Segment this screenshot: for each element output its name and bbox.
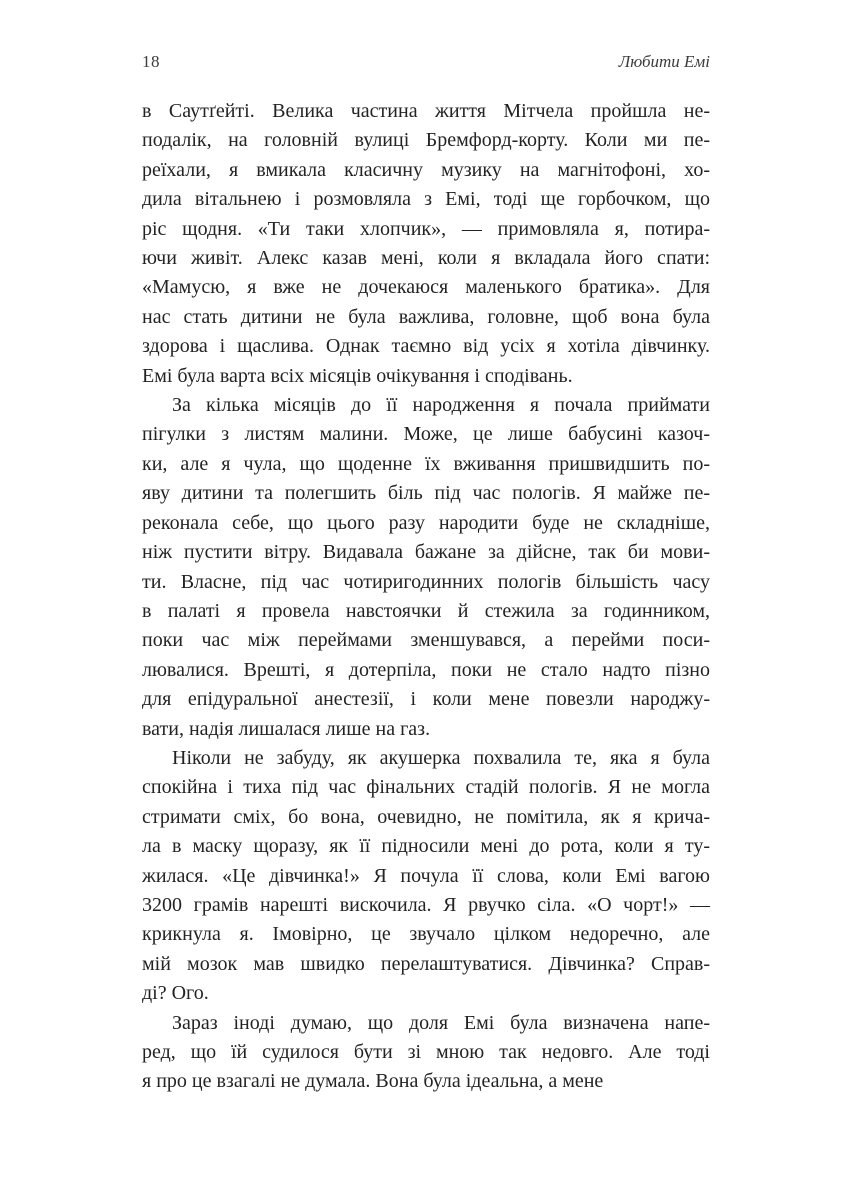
text-line: ріс щодня. «Ти таки хлопчик», — примовляла я, потира-	[142, 217, 710, 240]
text-line: «Мамусю, я вже не дочекаюся маленького братика». Для	[142, 276, 710, 299]
paragraph	[142, 1009, 710, 1097]
text-line: крикнула я. Імовірно, це звучало цілком недоречно, але	[142, 923, 710, 946]
text-line: вати, надія лишалася лише на газ.	[142, 717, 431, 740]
text-line: нас стать дитини не була важлива, головне, щоб вона була	[142, 305, 710, 328]
text-line: мій мозок мав швидко перелаштуватися. Дівчинка? Справ-	[142, 952, 710, 975]
paragraph	[142, 744, 710, 1009]
page-header	[142, 52, 710, 72]
text-line: ред, що їй судилося бути зі мною так недовго. Але тоді	[142, 1041, 710, 1063]
text-line: в Саутґейті. Велика частина життя Мітчела пройшла не-	[142, 100, 710, 122]
text-line: ючи живіт. Алекс казав мені, коли я вкладала його спати:	[142, 247, 710, 270]
text-line: для епідуральної анестезії, і коли мене повезли народжу-	[142, 688, 710, 711]
body-text	[142, 97, 710, 1097]
text-line: лювалися. Врешті, я дотерпіла, поки не стало надто пізно	[142, 658, 710, 681]
paragraph	[142, 391, 710, 744]
text-line: я про це взагалі не думала. Вона була ідеальна, а мене	[142, 1070, 604, 1093]
text-line: яву дитини та полегшить біль під час пологів. Я майже пе-	[142, 482, 710, 505]
text-line: Емі була варта всіх місяців очікування і сподівань.	[142, 364, 573, 387]
text-line: реїхали, я вмикала класичну музику на магнітофоні, хо-	[142, 158, 710, 181]
running-title: Любити Емі	[618, 52, 710, 71]
text-line: стримати сміх, бо вона, очевидно, не помітила, як я крича-	[142, 805, 710, 828]
paragraph	[142, 97, 710, 391]
text-line: ти. Власне, під час чотиригодинних пологів більшість часу	[142, 570, 710, 593]
text-line: ки, але я чула, що щоденне їх вживання пришвидшить по-	[142, 452, 710, 475]
text-line: реконала себе, що цього разу народити буде не складніше,	[142, 511, 710, 534]
text-line: пігулки з листям малини. Може, це лише бабусині казоч-	[142, 423, 710, 446]
text-line: спокійна і тиха під час фінальних стадій пологів. Я не могла	[142, 776, 710, 799]
text-line: ла в маску щоразу, як її підносили мені до рота, коли я ту-	[142, 835, 710, 858]
text-line: ді? Ого.	[142, 982, 209, 1005]
text-line: Зараз іноді думаю, що доля Емі була визначена напе-	[172, 1011, 710, 1034]
text-line: дила вітальнею і розмовляла з Емі, тоді ще горбочком, що	[142, 188, 710, 211]
text-line: За кілька місяців до її народження я почала приймати	[172, 394, 710, 417]
text-line: 3200 грамів нарешті вискочила. Я рвучко сіла. «О чорт!» —	[142, 893, 710, 916]
text-line: поки час між переймами зменшувався, а перейми поси-	[142, 629, 710, 652]
page-number: 18	[142, 52, 160, 71]
text-line: в палаті я провела навстоячки й стежила за годинником,	[142, 599, 710, 622]
text-line: здорова і щаслива. Однак таємно від усіх я хотіла дівчинку.	[142, 335, 710, 358]
text-line: жилася. «Це дівчинка!» Я почула її слова, коли Емі вагою	[142, 864, 710, 887]
text-line: ніж пустити вітру. Видавала бажане за дійсне, так би мови-	[142, 541, 710, 564]
text-line: Ніколи не забуду, як акушерка похвалила те, яка я була	[172, 746, 710, 769]
text-line: подалік, на головній вулиці Бремфорд-корту. Коли ми пе-	[142, 129, 710, 152]
